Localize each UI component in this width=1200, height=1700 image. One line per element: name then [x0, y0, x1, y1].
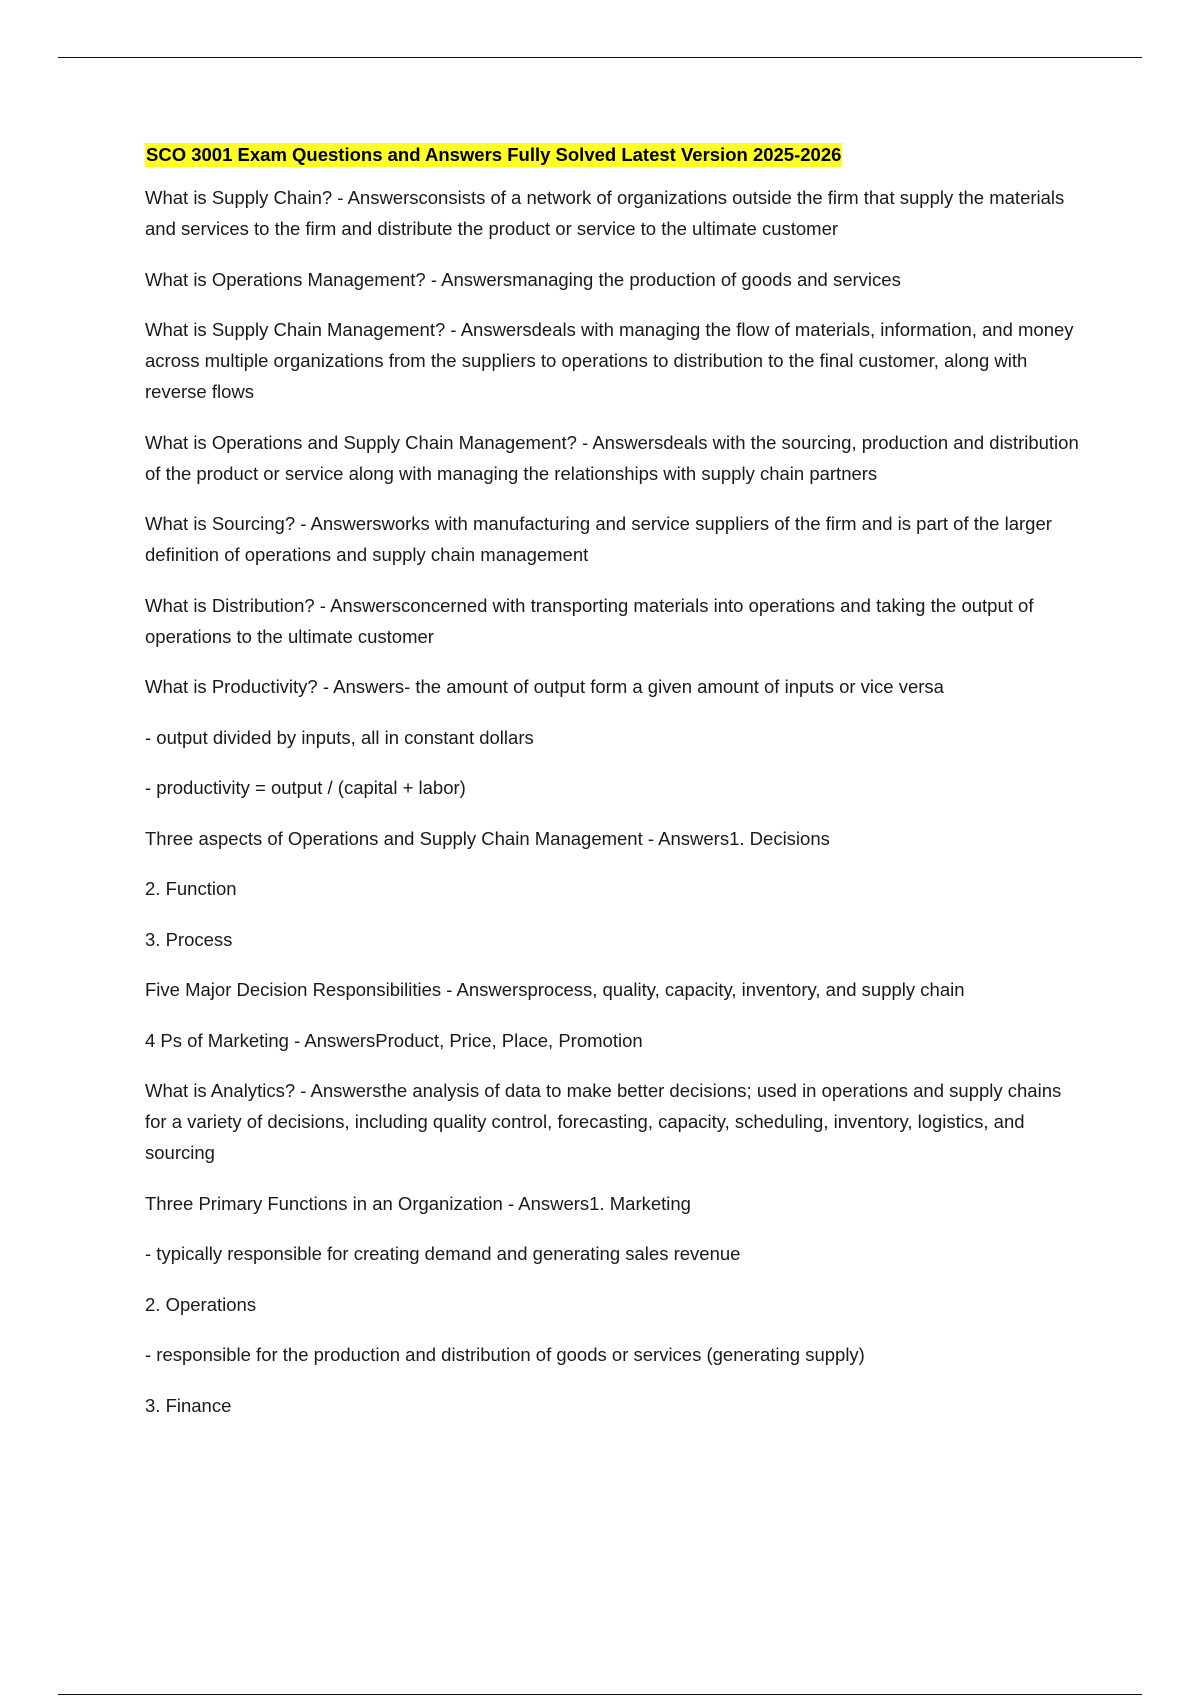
qa-paragraph: 2. Operations — [145, 1293, 257, 1315]
qa-paragraph: What is Operations and Supply Chain Management? - Answersdeals with the sourcing, production and distribution of the product or service along with managing the relationships with supply chain partners — [145, 431, 1079, 484]
footer-rule — [58, 1694, 1142, 1695]
qa-paragraph: - typically responsible for creating demand and generating sales revenue — [145, 1243, 741, 1264]
qa-paragraph: 2. Function — [145, 878, 237, 899]
qa-paragraph: What is Supply Chain Management? - Answersdeals with managing the flow of materials, information, and money across multiple organizations from the suppliers to operations to distribution to the final customer, along with reverse flows — [145, 319, 1074, 402]
qa-paragraph: What is Distribution? - Answersconcerned with transporting materials into operations and taking the output of operations to the ultimate customer — [145, 594, 1034, 647]
qa-list — [145, 182, 1085, 1421]
document-body — [145, 143, 1085, 1440]
document-title: SCO 3001 Exam Questions and Answers Fully Solved Latest Version 2025-2026 — [146, 144, 842, 165]
qa-paragraph: 3. Finance — [145, 1394, 232, 1416]
qa-paragraph: - productivity = output / (capital + labor) — [145, 777, 466, 798]
qa-paragraph: What is Sourcing? - Answersworks with manufacturing and service suppliers of the firm and is part of the larger definition of operations and supply chain management — [145, 513, 1052, 565]
qa-paragraph: Five Major Decision Responsibilities - Answersprocess, quality, capacity, inventory, and supply chain — [145, 979, 965, 1000]
qa-paragraph: What is Operations Management? - Answersmanaging the production of goods and services — [145, 268, 901, 290]
qa-paragraph: What is Supply Chain? - Answersconsists of a network of organizations outside the firm that supply the materials and services to the firm and distribute the product or service to the ultimate customer — [145, 187, 1065, 239]
qa-paragraph: - responsible for the production and distribution of goods or services (generating supply) — [145, 1344, 865, 1365]
qa-paragraph: Three aspects of Operations and Supply Chain Management - Answers1. Decisions — [145, 827, 830, 849]
qa-paragraph: - output divided by inputs, all in constant dollars — [145, 726, 534, 748]
qa-paragraph: Three Primary Functions in an Organization - Answers1. Marketing — [145, 1192, 691, 1214]
qa-paragraph: What is Productivity? - Answers- the amount of output form a given amount of inputs or vice versa — [145, 676, 944, 697]
header-rule — [58, 57, 1142, 58]
qa-paragraph: 4 Ps of Marketing - AnswersProduct, Price, Place, Promotion — [145, 1029, 643, 1051]
qa-paragraph: 3. Process — [145, 928, 233, 950]
qa-paragraph: What is Analytics? - Answersthe analysis of data to make better decisions; used in operations and supply chains for a variety of decisions, including quality control, forecasting, capacity, scheduling, inventory, logistics, and sourcing — [145, 1080, 1062, 1163]
